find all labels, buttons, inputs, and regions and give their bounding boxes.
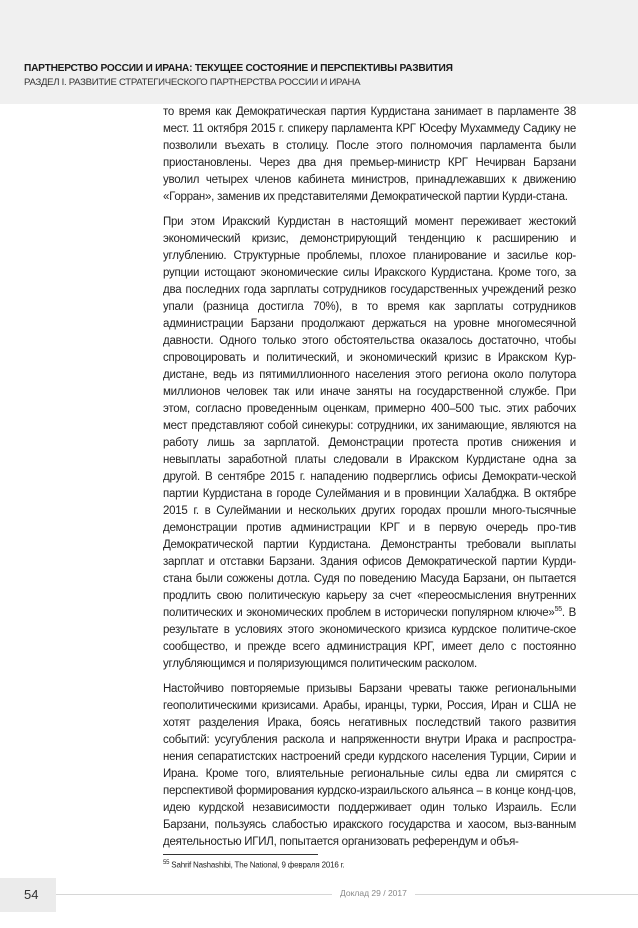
- paragraph-1: то время как Демократическая партия Курдистана занимает в парламенте 38 мест. 11 октября 2015 г. спикеру парламента КРГ Юсефу Мухаммеду Садику не позволили въехать в столицу. После этого полномочия парламента были приостановлены. Через два дня премьер-министр КРГ Нечирван Барзани уволил четырех членов кабинета министров, принадлежавших к движению «Горран», заменив их представителями Демократической партии Курди-стана.: [163, 106, 576, 203]
- footnote-divider: [163, 854, 318, 855]
- report-label: Доклад 29 / 2017: [332, 888, 415, 898]
- paragraph-2-tail: . В результате в условиях этого экономического кризиса курдское политиче-ское сообщество, и прежде всего администрация КРГ, имеет дело с постоянно углубляющимся и поляризующимся политическим расколом.: [163, 607, 577, 670]
- header-subtitle: РАЗДЕЛ I. РАЗВИТИЕ СТРАТЕГИЧЕСКОГО ПАРТНЕРСТВА РОССИИ И ИРАНА: [24, 77, 361, 88]
- running-header: [24, 62, 624, 89]
- footnote-reference[interactable]: 55: [554, 606, 562, 614]
- body-text: [163, 104, 576, 859]
- footnote-number: 55: [163, 860, 170, 866]
- paragraph-2-main: При этом Иракский Курдистан в настоящий момент переживает жестокий экономический кризис, демонстрирующий тенденцию к расширению и углублению. Структурные проблемы, плохое планирование и засилье кор-рупции истощают экономические силы Иракского Курдистана. Кроме того, за два последних года зарплаты сотрудников государственных учреждений резко упали (разница достигла 70%), в то время как зарплаты сотрудников администрации Барзани продолжают держаться на уровне многомесячной давности. Одного только этого обстоятельства оказалось достаточно, чтобы спровоцировать и политический, и экономический кризис в Иракском Кур-дистане, ведь из пятимиллионного населения этого региона около полутора миллионов человек так или иначе заняты на государственной службе. При этом, согласно проведенным оценкам, примерно 400–500 тыс. этих рабочих мест представляют собой синекуры: сотрудники, их занимающие, являются на работу лишь за зарплатой. Демонстрации протеста против снижения и невыплаты заработной платы следовали в Иракском Курдистане одна за другой. В сентябре 2015 г. нападению подверглись офисы Демократи-ческой партии Курдистана в городе Сулеймания и в провинции Халабджа. В октябре 2015 г. в Сулеймании и нескольких других городах прошли много-тысячные демонстрации против администрации КРГ и в первую очередь про-тив Демократической партии Курдистана. Демонстранты требовали выплаты зарплат и отставки Барзани. Здания офисов Демократической партии Курди-стана были сожжены дотла. Судя по поведению Масуда Барзани, он пытается продлить свою политическую карьеру за счет «переосмысления внутренних политических и экономических проблем в исторически популярном ключе»: [163, 216, 576, 619]
- paragraph-3: Настойчиво повторяемые призывы Барзани чреваты также региональными геополитическими кризисами. Арабы, иранцы, турки, Россия, Иран и США не хотят разделения Ирака, боясь негативных последствий такого развития событий: усугубления раскола и напряженности внутри Ирака и распростра-нения сепаратистских настроений среди курдского населения Турции, Сирии и Ирана. Кроме того, влиятельные региональные силы едва ли смирятся с перспективой формирования курдско-израильского альянса – в конце конд-цов, идею курдской независимости поддерживает один только Израиль. Если Барзани, пользуясь слабостью иракского государства и хаосом, выз-ванным деятельностью ИГИЛ, попытается организовать референдум и объя-: [163, 683, 576, 848]
- page-number: 54: [24, 887, 39, 902]
- header-title: ПАРТНЕРСТВО РОССИИ И ИРАНА: ТЕКУЩЕЕ СОСТОЯНИЕ И ПЕРСПЕКТИВЫ РАЗВИТИЯ: [24, 63, 453, 74]
- footnote: [163, 858, 576, 871]
- footnote-text: Sahrif Nashashibi, The National, 9 февраля 2016 г.: [169, 860, 345, 870]
- paragraph-2: [163, 214, 576, 673]
